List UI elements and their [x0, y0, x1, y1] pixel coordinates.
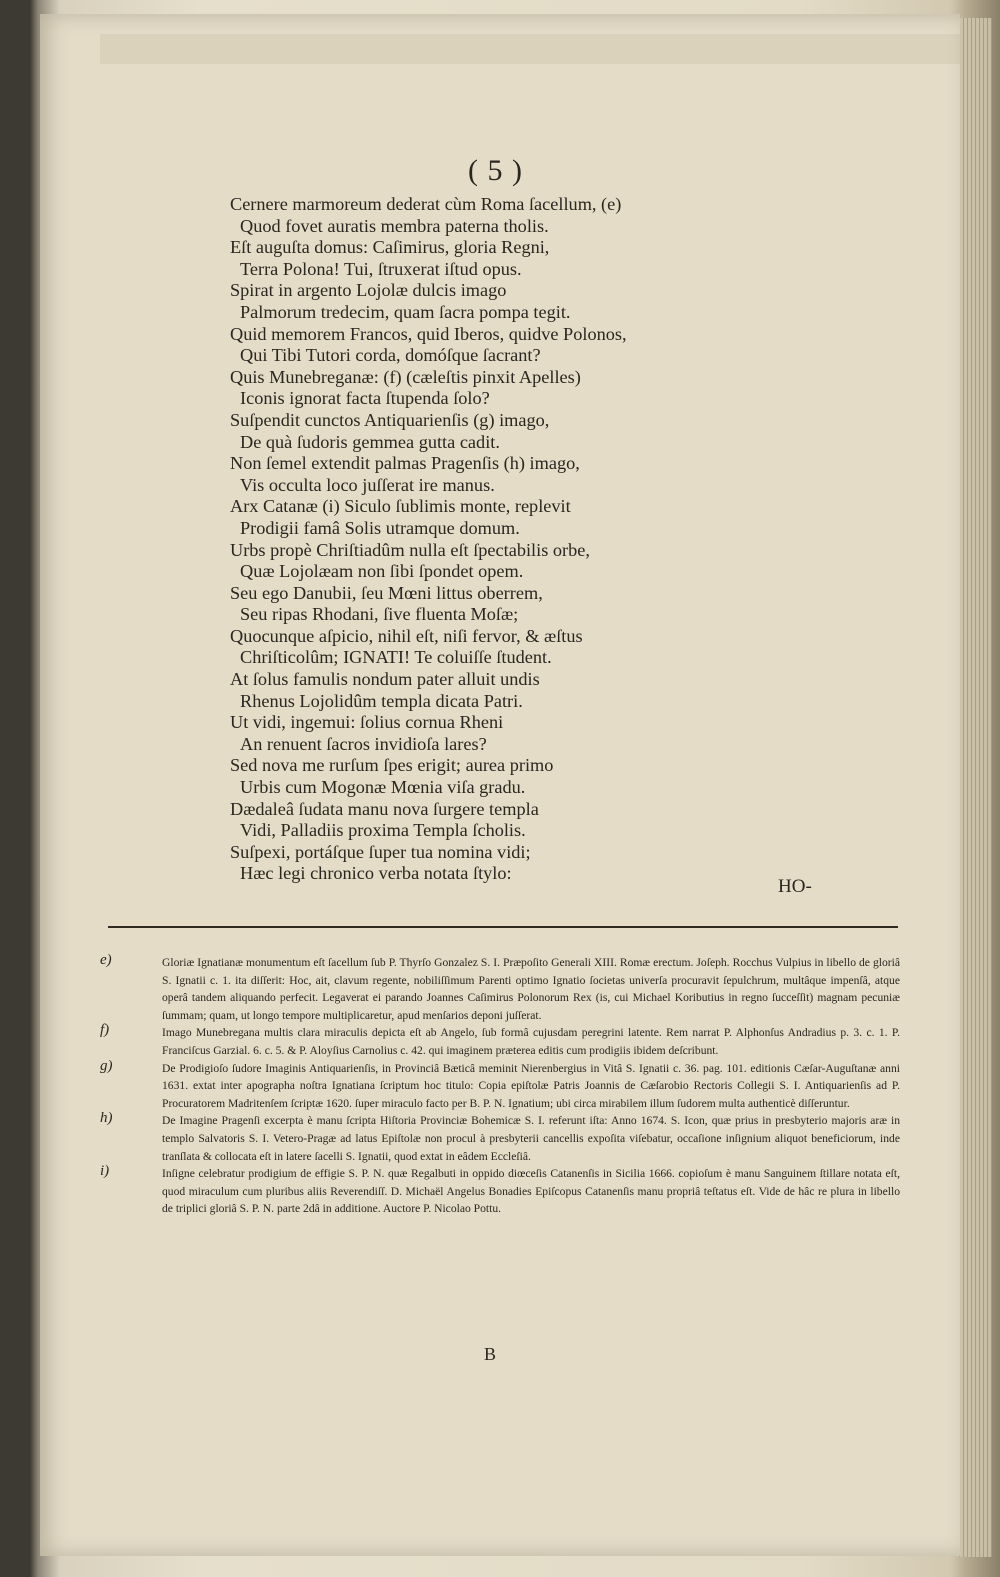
footnote — [100, 1024, 900, 1059]
poem-line: Spirat in argento Lojolæ dulcis imago — [230, 280, 507, 301]
poem-line: Iconis ignorat facta ſtupenda ſolo? — [240, 388, 490, 409]
poem-line: Hæc legi chronico verba notata ſtylo: — [240, 863, 512, 884]
poem-line: Suſpendit cunctos Antiquarienſis (g) imago, — [230, 409, 550, 430]
footnote-mark: g) — [100, 1057, 113, 1074]
poem-line: Seu ripas Rhodani, ſive fluenta Moſæ; — [240, 604, 519, 625]
footnote-text: Imago Munebregana multis clara miraculis depicta eſt ab Angelo, ſub formâ cujusdam peregrini latente. Rem narrat P. Alphonſus Andradius p. 3. c. 1. P. Franciſcus Garzial. 6. c. 5. & P. Aloyſius Carnolius c. 42. qui imaginem præterea editis cum prodigiis ibidem deſcribunt. — [162, 1026, 900, 1057]
poem-line: Quæ Lojolæam non ſibi ſpondet opem. — [240, 561, 524, 582]
poem-line: Arx Catanæ (i) Siculo ſublimis monte, replevit — [230, 496, 571, 517]
poem-line: Palmorum tredecim, quam ſacra pompa tegit. — [240, 301, 571, 322]
poem-line: Quis Munebreganæ: (f) (cæleſtis pinxit Apelles) — [230, 366, 581, 387]
poem-line: Urbs propè Chriſtiadûm nulla eſt ſpectabilis orbe, — [230, 539, 590, 560]
poem-line: De quà ſudoris gemmea gutta cadit. — [240, 431, 500, 452]
footnote-mark: h) — [100, 1110, 113, 1127]
poem-line: Ut vidi, ingemui: ſolius cornua Rheni — [230, 712, 504, 733]
footnote-text: Inſigne celebratur prodigium de effigie S. P. N. quæ Regalbuti in oppido diœceſis Catanenſis in Sicilia 1666. copioſum è manu Sanguinem ſtillare notata eſt, quod miraculum cum pluribus aliis Reverendiſſ. D. Michaël Angelus Bonadies Epiſcopus Catanenſis manu propriâ teſtatus eſt. Vide de hâc re plura in libello de triplici gloriâ S. P. N. parte 2dâ in additione. Auctore P. Nicolao Pottu. — [162, 1167, 900, 1216]
poem-line: Dædaleâ ſudata manu nova ſurgere templa — [230, 798, 539, 819]
page-edges — [956, 18, 992, 1557]
footnote-mark: f) — [100, 1022, 110, 1039]
poem-text — [218, 194, 938, 885]
footnote-mark: e) — [100, 952, 112, 968]
poem-line: Cernere marmoreum dederat cùm Roma ſacellum, (e) — [230, 194, 622, 214]
poem-line: Sed nova me rurſum ſpes erigit; aurea primo — [230, 755, 554, 776]
footnote-text: De Prodigioſo ſudore Imaginis Antiquarienſis, in Provinciâ Bæticâ meminit Nierenbergius in Vitâ S. Ignatii c. 36. pag. 101. editionis Cæſar-Auguſtanæ anni 1631. extat inter apographa noſtra Ignatiana ſcriptum hoc titulo: Copia epiſtolæ Patris Joannis de Cæſarobio Rectoris Collegii S. I. Antiquarienſis ad P. Procuratorem Madritenſem ſcriptæ 1620. ſuper miraculo facto per B. P. N. Ignatium; ubi circa mirabilem illum ſudorem multa authenticè diſſeruntur. — [162, 1061, 900, 1110]
poem-line: Chriſticolûm; IGNATI! Te coluiſſe ſtudent. — [240, 647, 552, 668]
paper-stain — [100, 34, 960, 64]
footnote-rule — [108, 926, 898, 928]
poem-line: Rhenus Lojolidûm templa dicata Patri. — [240, 690, 523, 711]
footnote-text: Gloriæ Ignatianæ monumentum eſt ſacellum ſub P. Thyrſo Gonzalez S. I. Præpoſito Generali XIII. Romæ erectum. Joſeph. Rocchus Vulpius in libello de gloriâ S. Ignatii c. 1. ita diſſerit: Hoc, ait, clavum regente, nobiliſſimum Parenti optimo Ignatio ſocietas univerſa procuravit ſepulchrum, multâque impenſâ, atque operâ tandem aliquando perfecit. Legaverat ei parando Joannes Caſimirus Polonorum Rex (is, cui Michael Koributius in regno ſucceſſit) magnam pecuniæ ſummam; quam, ut longo tempore multiplicaretur, apud menſarios deponi juſſerat. — [162, 956, 900, 1022]
poem-line: Quocunque aſpicio, nihil eſt, niſi fervor, & æſtus — [230, 625, 583, 646]
poem-line: Vis occulta loco juſſerat ire manus. — [240, 474, 495, 495]
poem-line: Vidi, Palladiis proxima Templa ſcholis. — [240, 820, 526, 841]
poem-line: Quid memorem Francos, quid Iberos, quidve Polonos, — [230, 323, 627, 344]
signature-mark: B — [484, 1344, 497, 1364]
poem-line: At ſolus famulis nondum pater alluit undis — [230, 669, 540, 690]
footnotes — [100, 954, 900, 1218]
poem-line: Eſt auguſta domus: Caſimirus, gloria Regni, — [230, 237, 550, 258]
footnote — [100, 1112, 900, 1165]
catchword: HO- — [778, 876, 812, 897]
poem-line: Prodigii famâ Solis utramque domum. — [240, 517, 520, 538]
footnote-text: De Imagine Pragenſi excerpta è manu ſcripta Hiſtoria Provinciæ Bohemicæ S. I. referunt iſta: Anno 1674. S. Icon, quæ prius in presbyterio majoris aræ in templo Salvatoris S. I. Vetero-Pragæ ad latus Epiſtolæ non procul à presbyterii cancellis expoſita viſebatur, occaſione inſignium aliquot beneficiorum, inde tranſlata & collocata eſt in latere ſacelli S. Ignatii, quod extat in eâdem Eccleſiâ. — [162, 1114, 900, 1163]
poem-line: Urbis cum Mogonæ Mœnia viſa gradu. — [240, 777, 526, 798]
poem-line: Terra Polona! Tui, ſtruxerat iſtud opus. — [240, 258, 522, 279]
poem-line: Qui Tibi Tutori corda, domóſque ſacrant? — [240, 345, 541, 366]
page-number: ( 5 ) — [468, 154, 523, 187]
poem-line: An renuent ſacros invidioſa lares? — [240, 733, 487, 754]
footnote — [100, 1057, 900, 1113]
printed-page — [40, 14, 960, 1556]
poem-line: Suſpexi, portáſque ſuper tua nomina vidi; — [230, 841, 531, 862]
poem-line: Quod fovet auratis membra paterna tholis. — [240, 215, 549, 236]
footnote — [100, 954, 900, 1024]
footnote — [100, 1165, 900, 1218]
poem-line: Seu ego Danubii, ſeu Mœni littus oberrem, — [230, 582, 543, 603]
footnote-mark: i) — [100, 1163, 110, 1180]
poem-line: Non ſemel extendit palmas Pragenſis (h) imago, — [230, 453, 580, 474]
